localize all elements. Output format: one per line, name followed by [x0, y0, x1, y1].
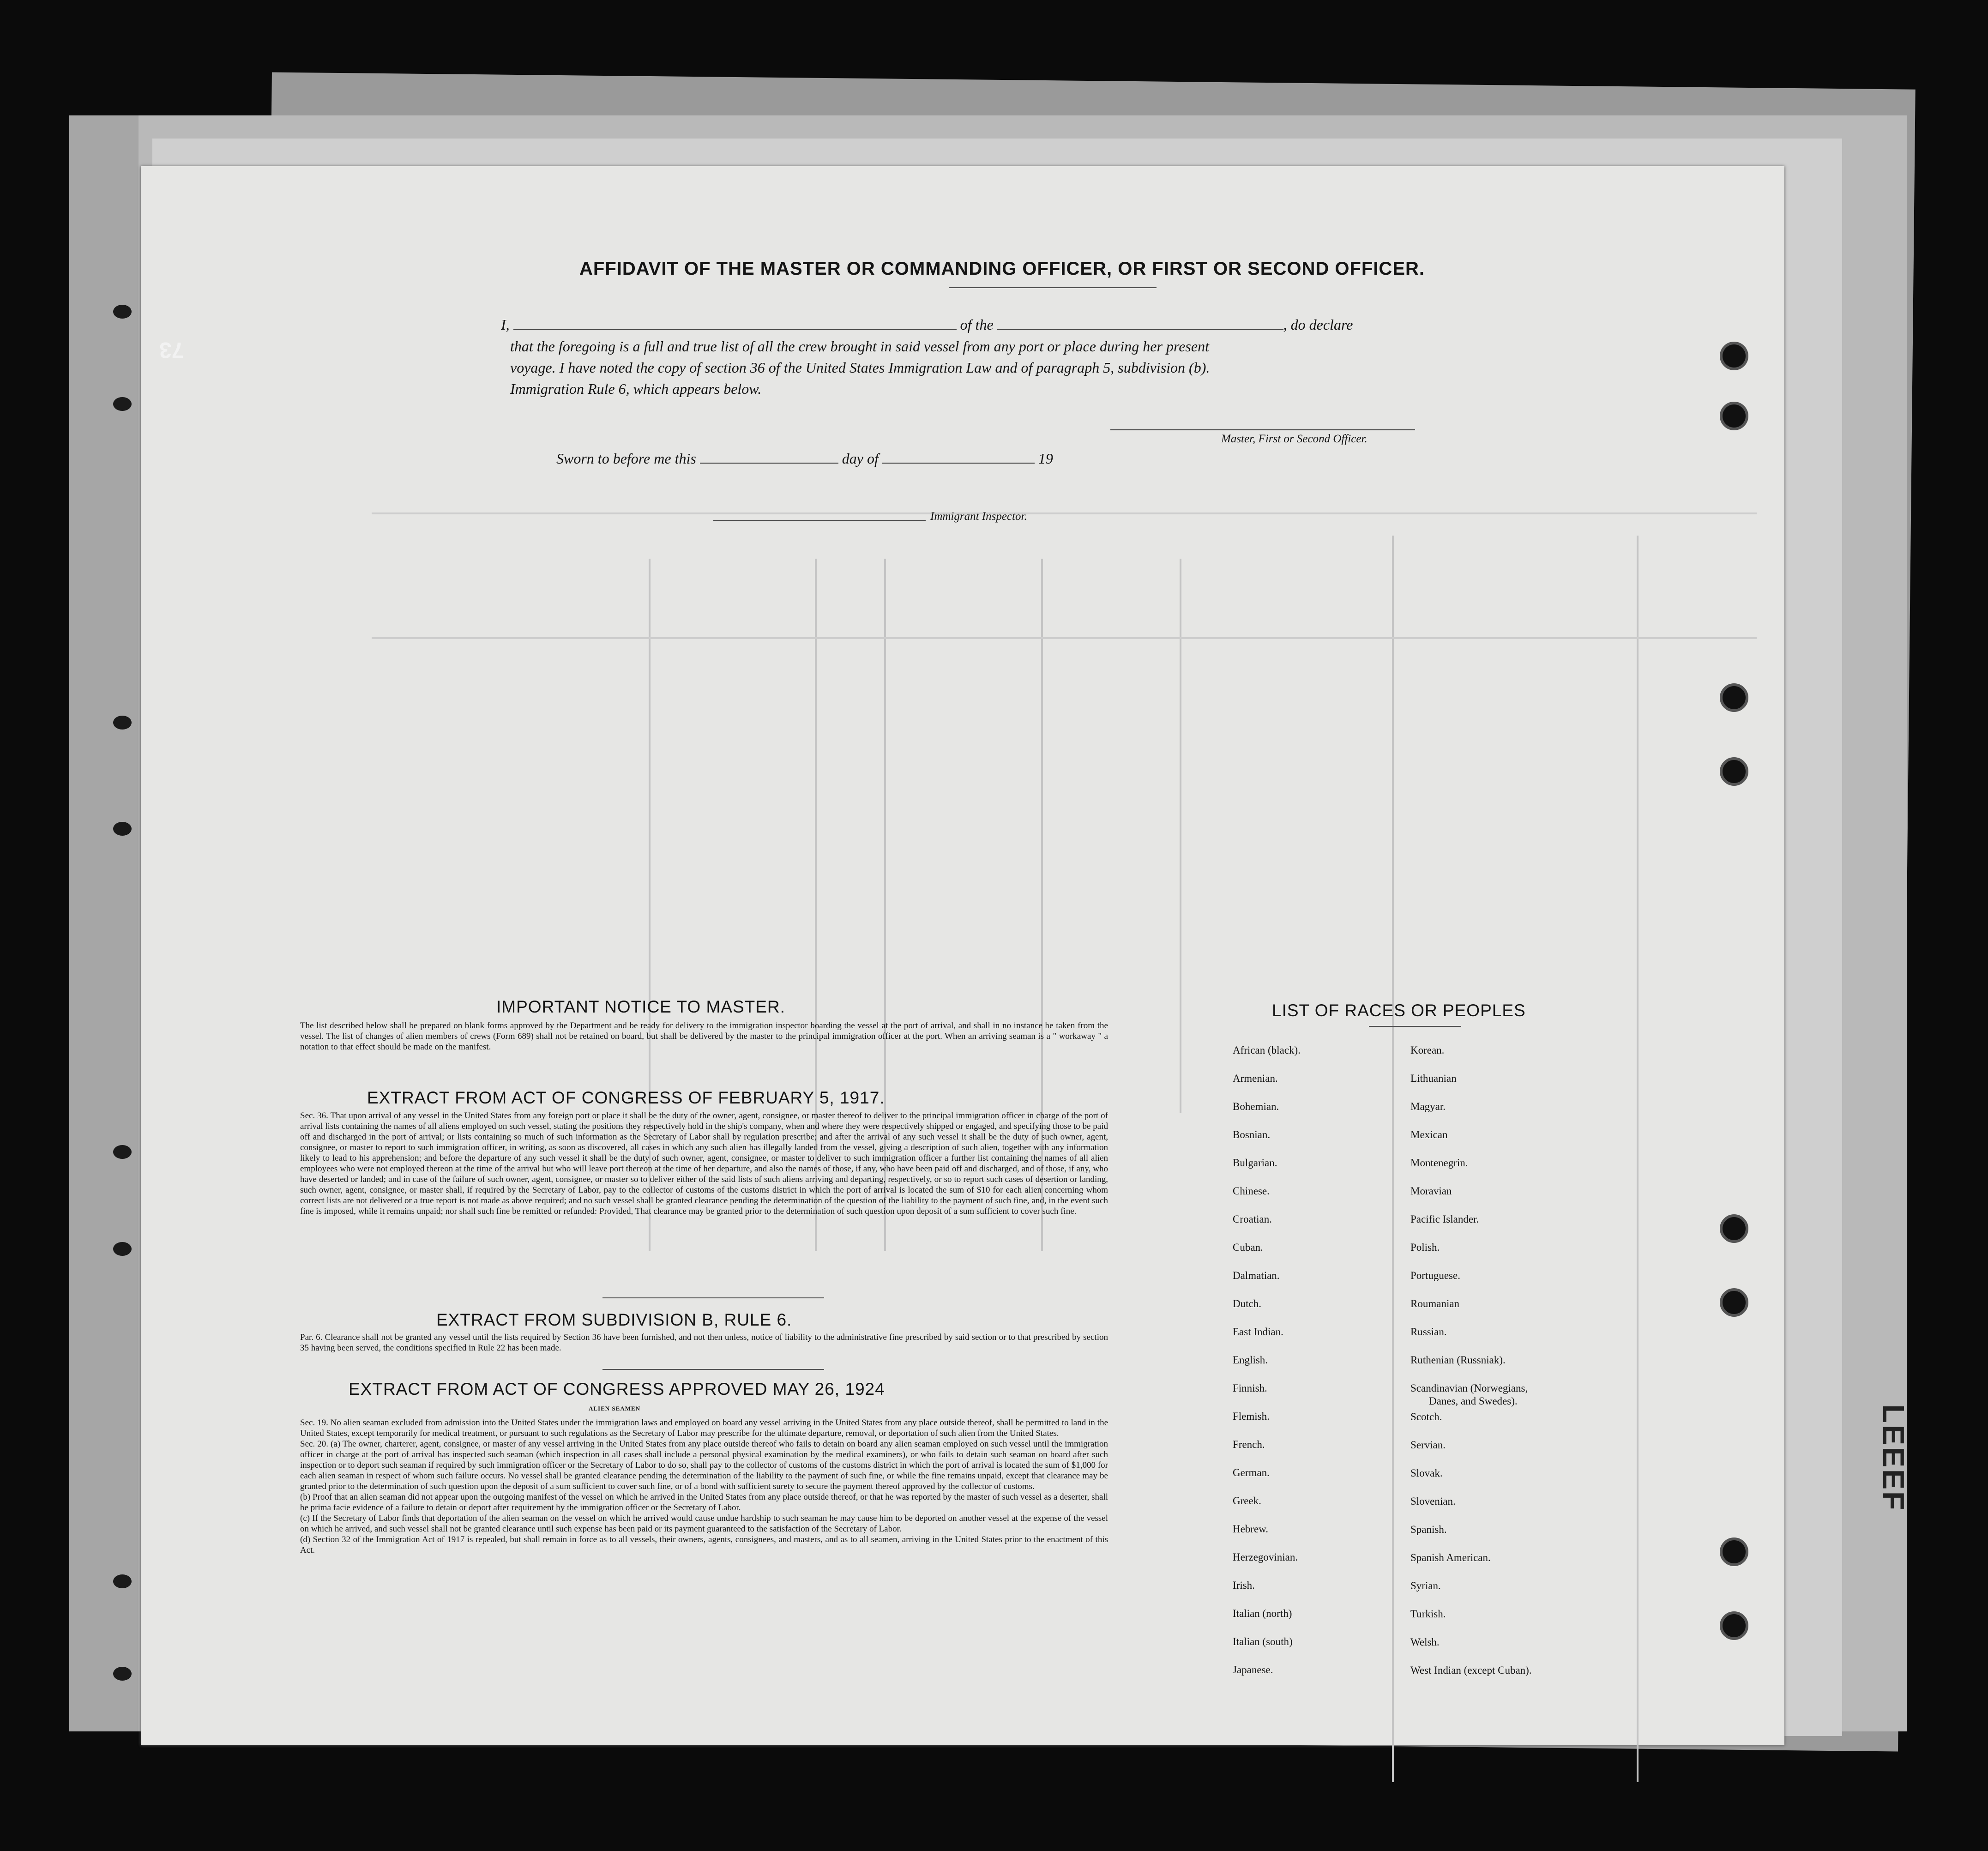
race-item: English.: [1233, 1354, 1268, 1366]
act1924-sec20d: (d) Section 32 of the Immigration Act of 1917 is repealed, but shall remain in force as to all vessels, their owners, agents, consignees, and masters, and as to all seamen, arriving in the United States prior to the enactment of this Act.: [300, 1535, 1108, 1555]
sworn-line: [556, 450, 1203, 467]
race-item: Slovak.: [1410, 1467, 1443, 1479]
act1924-sec20c: (c) If the Secretary of Labor finds that deportation of the alien seaman on the vessel on which he arrived would cause undue hardship to such seaman he may cause him to be deported on another vessel at the expense of the vessel on which he arrived, and such vessel shall not be granted clearance until such expense has been paid or its payment guaranteed to the satisfaction of the Secretary of Labor.: [300, 1513, 1108, 1534]
rule6-title: EXTRACT FROM SUBDIVISION B, RULE 6.: [436, 1310, 792, 1329]
divider: [949, 287, 1157, 288]
side-stamp: LEEEF: [1876, 1404, 1911, 1512]
master-signature-label: Master, First or Second Officer.: [1221, 433, 1368, 445]
race-item: Magyar.: [1410, 1101, 1446, 1112]
race-item: Portuguese.: [1410, 1270, 1460, 1281]
punch-hole: [113, 397, 132, 411]
affidavit-title: AFFIDAVIT OF THE MASTER OR COMMANDING OFFICER, OR FIRST OR SECOND OFFICER.: [579, 259, 1425, 279]
affidavit-line2: that the foregoing is a full and true list of all the crew brought in said vessel from any port or place during her present: [510, 338, 1209, 355]
race-item: Finnish.: [1233, 1382, 1267, 1394]
bleed-line: [372, 512, 1757, 514]
notice-text: The list described below shall be prepared on blank forms approved by the Department and be ready for delivery to the immigration inspector boarding the vessel at the port of arrival, and shall in no instance be taken from the vessel. The list of changes of alien members of crews (Form 689) shall not be retained on board, but shall be delivered by the master to the principal immigration officer at the port. When an arriving seaman is a " workaway " a notation to that effect should be made on the manifest.: [300, 1021, 1108, 1052]
race-item: Russian.: [1410, 1326, 1447, 1338]
race-item: Bohemian.: [1233, 1101, 1279, 1112]
act1917-title: EXTRACT FROM ACT OF CONGRESS OF FEBRUARY 5, 1917.: [367, 1088, 885, 1107]
race-item: Pacific Islander.: [1410, 1213, 1479, 1225]
affidavit-do-declare: , do declare: [1283, 316, 1353, 333]
punch-hole: [1720, 1537, 1748, 1566]
affidavit-line1: [501, 316, 1572, 333]
punch-hole: [113, 1667, 132, 1681]
act1924-sec19: Sec. 19. No alien seaman excluded from admission into the United States under the immigration laws and employed on board any vessel arriving in the United States from any place outside thereof, shall be permitted to land in the United States, except temporarily for medical treatment, or pursuant to such regulations as the Secretary of Labor may prescribe for the ultimate departure, removal, or deportation of such alien from the United States.: [300, 1418, 1108, 1438]
race-item: Servian.: [1410, 1439, 1446, 1451]
race-item: Spanish American.: [1410, 1552, 1491, 1563]
race-item: Welsh.: [1410, 1636, 1440, 1648]
race-item: Roumanian: [1410, 1298, 1460, 1309]
race-item: Polish.: [1410, 1242, 1440, 1253]
affidavit-i: I,: [501, 316, 510, 333]
race-item: Chinese.: [1233, 1185, 1270, 1197]
race-item: Scandinavian (Norwegians,: [1410, 1382, 1528, 1394]
punch-hole: [113, 716, 132, 730]
race-item: Herzegovinian.: [1233, 1551, 1298, 1563]
race-item: Greek.: [1233, 1495, 1261, 1507]
race-item: French.: [1233, 1439, 1265, 1450]
act1917-text: Sec. 36. That upon arrival of any vessel in the United States from any foreign port or place it shall be the duty of the owner, agent, consignee, or master thereof to deliver to the principal immigration officer in charge of the port of arrival lists containing the names of all aliens employed on such vessel, stating the positions they respectively hold in the ship's company, when and where they were respectively shipped or engaged, and specifying those to be paid off and discharged in the port of arrival; or lists containing so much of such information as the Secretary of Labor shall by regulation prescribe; and after the arrival of any such vessel it shall be the duty of such owner, agent, consignee, or master to report to such immigration officer, in writing, as soon as discovered, all cases in which any such alien has illegally landed from the vessel, giving a description of such alien, together with any information likely to lead to his apprehension; and before the departure of any such vessel it shall be the duty of such owner, agent, consignee, or master to deliver to such immigration officer a further list containing the names of all alien employees who were not employed thereon at the time of the arrival but who will leave port thereon at the time of her departure, and also the names of those, if any, who have been paid off and discharged, and of those, if any, who have deserted or landed; and in case of the failure of such owner, agent, consignee, or master so to deliver either of the said lists of such aliens arriving and departing, respectively, or so to report such cases of desertion or landing, such owner, agent, consignee, or master shall, if required by the Secretary of Labor, pay to the collector of customs of the customs district in which the port of arrival is located the sum of $10 for each alien concerning whom correct lists are not delivered or a true report is not made as above required; and no such vessel shall be granted clearance pending the determination of the question of the liability to the payment of such fine, and, in the event such fine is imposed, while it remains unpaid; nor shall such fine be remitted or refunded: Provided, That clearance may be granted prior to the determination of such question upon deposit of a sum sufficient to cover such fine.: [300, 1111, 1108, 1216]
race-item: East Indian.: [1233, 1326, 1283, 1338]
race-item: Irish.: [1233, 1580, 1255, 1591]
race-item: Bosnian.: [1233, 1129, 1271, 1140]
affidavit-of-the: of the: [960, 316, 994, 333]
year-label: 19: [1038, 450, 1053, 467]
affidavit-line4: Immigration Rule 6, which appears below.: [510, 380, 762, 397]
race-item: Bulgarian.: [1233, 1157, 1277, 1169]
divider: [602, 1369, 824, 1370]
punch-hole: [1720, 1214, 1748, 1243]
race-item: Japanese.: [1233, 1664, 1273, 1676]
punch-hole: [113, 1242, 132, 1256]
notice-title: IMPORTANT NOTICE TO MASTER.: [496, 997, 785, 1016]
binding-strip: [69, 115, 139, 1731]
name-blank[interactable]: [513, 329, 957, 330]
bleed-line: [1180, 559, 1181, 1113]
races-title: LIST OF RACES OR PEOPLES: [1272, 1001, 1526, 1020]
vessel-blank[interactable]: [997, 329, 1283, 330]
race-item: Lithuanian: [1410, 1073, 1457, 1084]
race-item: Spanish.: [1410, 1524, 1447, 1535]
inspector-signature-line[interactable]: [713, 520, 926, 521]
race-item: Scotch.: [1410, 1411, 1442, 1423]
punch-hole: [113, 305, 132, 319]
margin-number: 73: [159, 338, 184, 362]
act1924-body: [300, 1417, 1108, 1556]
race-item: Dutch.: [1233, 1298, 1261, 1309]
document-page: [141, 166, 1911, 1745]
race-item: Syrian.: [1410, 1580, 1441, 1592]
punch-hole: [1720, 342, 1748, 370]
race-item: Montenegrin.: [1410, 1157, 1468, 1169]
day-of-label: day of: [842, 450, 879, 467]
race-item: Danes, and Swedes).: [1429, 1395, 1518, 1407]
punch-hole: [1720, 757, 1748, 786]
divider: [602, 1297, 824, 1298]
sworn-month-blank[interactable]: [882, 463, 1035, 464]
punch-hole: [1720, 402, 1748, 430]
rule6-text: Par. 6. Clearance shall not be granted any vessel until the lists required by Section 36 have been furnished, and not then unless, notice of liability to the administrative fine prescribed by said section or to that prescribed by section 35 having been served, the conditions specified in Rule 22 has been made.: [300, 1332, 1108, 1353]
races-right-column: [1410, 1044, 1651, 1693]
master-signature-line[interactable]: [1110, 429, 1415, 430]
act1924-subtitle: ALIEN SEAMEN: [589, 1405, 641, 1412]
divider: [1369, 1026, 1461, 1027]
punch-hole: [1720, 683, 1748, 712]
punch-hole: [113, 822, 132, 836]
inspector-label: Immigrant Inspector.: [930, 510, 1027, 523]
race-item: Cuban.: [1233, 1242, 1263, 1253]
act1924-title: EXTRACT FROM ACT OF CONGRESS APPROVED MAY 26, 1924: [349, 1380, 885, 1399]
race-item: Dalmatian.: [1233, 1270, 1280, 1281]
race-item: West Indian (except Cuban).: [1410, 1664, 1532, 1676]
race-item: Korean.: [1410, 1044, 1445, 1056]
act1924-sec20b: (b) Proof that an alien seaman did not appear upon the outgoing manifest of the vessel on which he arrived in the United States from any place outside thereof, or that he was reported by the master of such vessel as a deserter, shall be prima facie evidence of a failure to detain or deport after requirement by the immigration officer or the Secretary of Labor.: [300, 1492, 1108, 1513]
race-item: Mexican: [1410, 1129, 1448, 1140]
affidavit-line3: voyage. I have noted the copy of section 36 of the United States Immigration Law and of paragraph 5, subdivision (b).: [510, 359, 1210, 376]
race-item: Hebrew.: [1233, 1523, 1269, 1535]
sworn-day-blank[interactable]: [700, 463, 838, 464]
race-item: African (black).: [1233, 1044, 1301, 1056]
punch-hole: [113, 1145, 132, 1159]
race-item: Armenian.: [1233, 1073, 1278, 1084]
punch-hole: [1720, 1288, 1748, 1317]
race-item: Slovenian.: [1410, 1495, 1456, 1507]
bleed-line: [372, 637, 1757, 639]
race-item: Turkish.: [1410, 1608, 1446, 1620]
race-item: German.: [1233, 1467, 1270, 1478]
punch-hole: [113, 1574, 132, 1588]
race-item: Croatian.: [1233, 1213, 1272, 1225]
race-item: Moravian: [1410, 1185, 1452, 1197]
act1924-sec20a: Sec. 20. (a) The owner, charterer, agent, consignee, or master of any vessel arriving in the United States from any place outside thereof who fails to detain on board any alien seaman employed on such vessel until the immigration officer in charge at the port of arrival has inspected such seaman (which inspection in all cases shall include a personal physical examination by the medical examiners), or who fails to detain such seaman on board after such inspection or to deport such seaman if required by such immigration officer or the Secretary of Labor to do so, shall pay to the collector of customs of the customs district in which the port of arrival is located the sum of $1,000 for each alien seaman in respect of whom such failure occurs. No vessel shall be granted clearance pending the determination of the liability to the payment of such fine, or while the fine remains unpaid, except that clearance may be granted prior to the determination of such question upon the deposit of a sum sufficient to cover such fine, or of a bond with sufficient surety to secure the payment thereof approved by the collector of customs.: [300, 1439, 1108, 1491]
race-item: Ruthenian (Russniak).: [1410, 1354, 1506, 1366]
race-item: Flemish.: [1233, 1411, 1270, 1422]
race-item: Italian (south): [1233, 1636, 1293, 1647]
races-left-column: [1233, 1044, 1399, 1692]
race-item: Italian (north): [1233, 1608, 1292, 1619]
punch-hole: [1720, 1611, 1748, 1640]
sworn-label: Sworn to before me this: [556, 450, 696, 467]
